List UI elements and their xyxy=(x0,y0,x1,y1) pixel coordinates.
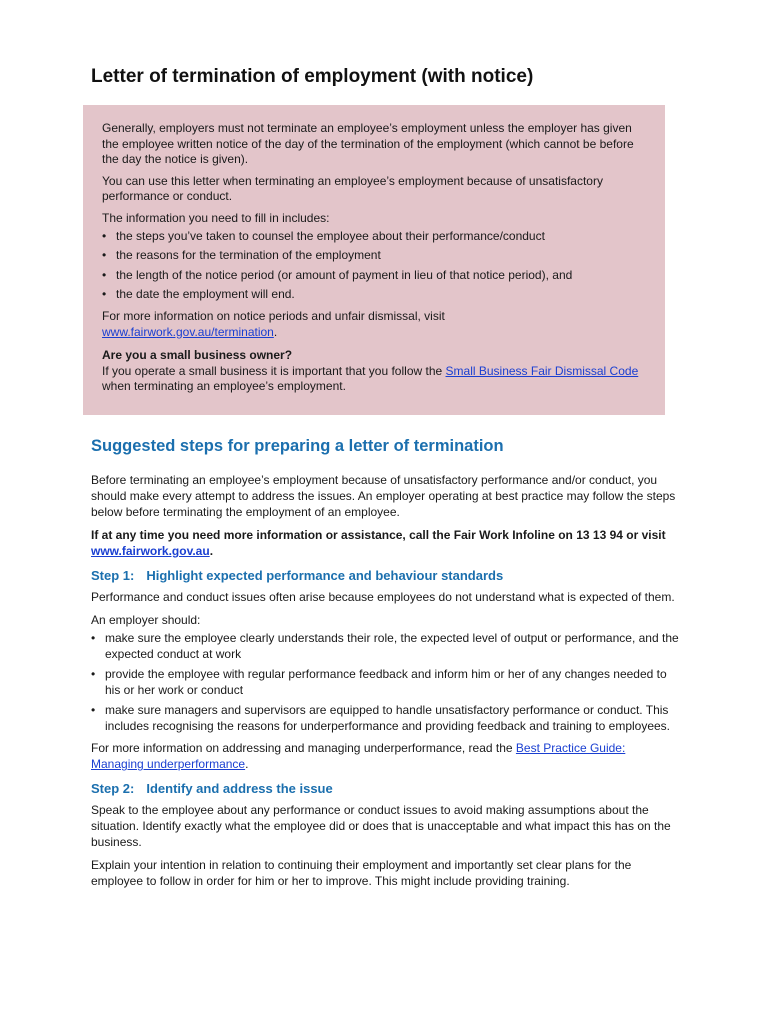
step-1-heading xyxy=(91,568,679,584)
info-more-text: For more information on notice periods and unfair dismissal, visit xyxy=(102,308,445,323)
list-item: • the reasons for the termination of the employment xyxy=(102,248,650,264)
infoline-text: If at any time you need more information or assistance, call the Fair Work Infoline on 13 13 94 or visit xyxy=(91,528,666,542)
info-paragraph-notice: Generally, employers must not terminate an employee’s employment unless the employer has given the employee written notice of the day of the termination of the employment (which cannot be before the day the notice is given). xyxy=(102,121,634,167)
intro-paragraph: Before terminating an employee’s employment because of unsatisfactory performance and/or conduct, you should make every attempt to address the issues. An employer operating at best practice may follow the steps below before terminating the employment of an employee. xyxy=(91,473,676,519)
step-1-number: Step 1: xyxy=(91,568,135,583)
infoline-paragraph xyxy=(91,527,679,559)
step-1-more-end: . xyxy=(245,757,249,771)
small-business-heading: Are you a small business owner? xyxy=(102,348,293,363)
step-2-paragraph-2: Explain your intention in relation to continuing their employment and importantly set clear plans for the employee to follow in order for him or her to improve. This might include providing training. xyxy=(91,858,632,888)
step-1-more-text: For more information on addressing and managing underperformance, read the xyxy=(91,741,516,755)
small-business-text: If you operate a small business it is important that you follow the xyxy=(102,363,446,378)
step-1-paragraph: Performance and conduct issues often arise because employees do not understand what is expected of them. xyxy=(91,590,675,604)
list-item: • provide the employee with regular performance feedback and inform him or her of any changes needed to his or her work or conduct xyxy=(91,666,679,698)
list-item: • the steps you’ve taken to counsel the employee about their performance/conduct xyxy=(102,229,650,245)
small-business-paragraph xyxy=(102,348,650,395)
small-business-text-end: when terminating an employee’s employment. xyxy=(102,379,346,394)
list-item: • make sure the employee clearly understands their role, the expected level of output or performance, and the expected conduct at work xyxy=(91,630,679,662)
list-item: • make sure managers and supervisors are equipped to handle unsatisfactory performance or conduct. This includes recognising the reasons for underperformance and providing feedback and training to employees. xyxy=(91,702,679,734)
fairwork-link[interactable]: www.fairwork.gov.au xyxy=(91,544,210,558)
step-2-heading xyxy=(91,781,679,797)
termination-link[interactable]: www.fairwork.gov.au/termination xyxy=(102,324,274,339)
infoline-end: . xyxy=(209,544,214,558)
step-1-bullet-list xyxy=(91,630,679,734)
info-paragraph-usage: You can use this letter when terminating an employee’s employment because of unsatisfactory performance or conduct. xyxy=(102,173,603,204)
step-2-number: Step 2: xyxy=(91,781,135,796)
info-paragraph-fill-in: The information you need to fill in includes: xyxy=(102,210,330,225)
step-2-paragraph-1: Speak to the employee about any performance or conduct issues to avoid making assumptions about the situation. Identify exactly what the employee did or does that is unacceptable and what impact this has on the business. xyxy=(91,803,671,849)
best-practice-guide-link[interactable]: Best Practice Guide: Managing underperformance xyxy=(91,741,626,771)
fair-dismissal-code-link[interactable]: Small Business Fair Dismissal Code xyxy=(445,363,639,378)
document-title: Letter of termination of employment (with notice) xyxy=(91,66,534,87)
list-item: • the date the employment will end. xyxy=(102,287,650,303)
info-more-end: . xyxy=(273,324,278,339)
step-1-employer-should: An employer should: xyxy=(91,613,201,627)
step-1-title: Highlight expected performance and behaviour standards xyxy=(146,568,504,583)
section-heading: Suggested steps for preparing a letter of termination xyxy=(91,437,504,455)
step-2-title: Identify and address the issue xyxy=(146,781,333,796)
step-1-more-paragraph xyxy=(91,740,679,772)
list-item: • the length of the notice period (or amount of payment in lieu of that notice period), and xyxy=(102,268,650,284)
body-content xyxy=(91,472,679,896)
info-box xyxy=(83,105,665,415)
info-more-paragraph xyxy=(102,309,650,340)
info-bullet-list xyxy=(102,229,650,303)
